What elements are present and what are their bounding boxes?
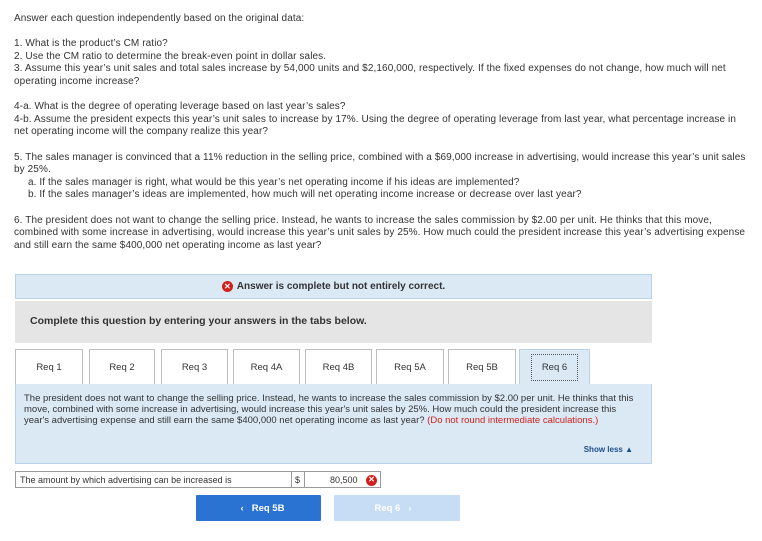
x-circle-icon: ✕ [366,475,377,486]
question-6: 6. The president does not want to change the selling price. Instead, he wants to increase the sales commission by $2.00 per unit. He thinks that this move, combined with some increase in advertising, would increase this year’s unit sales by 25%. How much could the president increase this year’s advertising expense and still earn the same $400,000 net operating income as last year? [14,214,746,251]
tab-label: Req 5B [466,361,498,373]
currency-cell [291,471,305,488]
panel-question-text: The president does not want to change the selling price. Instead, he wants to increase the sales commission by $2.00 per unit. He thinks that this move, combined with some increase in advertising, would increase this year's unit sales by 25%. How much could the president increase this year's advertising expense and still earn the same $400,000 net operating income as last year? [24,393,634,427]
input-value: 80,500 [330,475,358,485]
answer-label [15,471,292,488]
question-4b: 4-b. Assume the president expects this year’s unit sales to increase by 17%. Using the degree of operating leverage from last year, what percentage increase in net operating income will the company realize this year? [14,113,737,138]
question-5b: b. If the sales manager’s ideas are implemented, how much will net operating income increase or decrease over last year? [28,189,582,201]
rounding-note: (Do not round intermediate calculations.) [427,415,599,427]
tab-req-6[interactable] [519,349,590,385]
answer-label-text: The amount by which advertising can be increased is [20,475,232,485]
tab-label: Req 5A [394,361,426,373]
question-2: 2. Use the CM ratio to determine the break-even point in dollar sales. [14,50,327,62]
answer-status-text: Answer is complete but not entirely correct. [236,281,446,292]
tab-label: Req 4A [250,361,283,373]
instruction-text: Complete this question by entering your answers in the tabs below. [30,315,367,327]
next-req-button[interactable] [334,495,460,521]
advertising-increase-input[interactable] [304,471,381,488]
chevron-left-icon: ‹ [240,502,244,514]
chevron-right-icon: › [408,502,412,514]
tab-req-2[interactable] [89,349,155,385]
tab-label: Req 1 [36,361,62,373]
tab-req-1[interactable] [15,349,83,385]
tab-req-5a[interactable] [376,349,444,385]
tab-panel-req-6 [15,384,652,464]
tab-label: Req 3 [181,361,208,373]
prev-button-label: Req 5B [251,502,285,514]
next-button-label: Req 6 [374,502,401,514]
x-circle-icon: ✕ [222,281,233,292]
tab-req-4b[interactable] [305,349,372,385]
question-1: 1. What is the product’s CM ratio? [14,38,168,50]
question-5a: a. If the sales manager is right, what would be this year’s net operating income if his ideas are implemented? [28,176,520,188]
question-text [14,13,750,252]
tab-label: Req 4B [322,361,355,373]
question-4a: 4-a. What is the degree of operating leverage based on last year’s sales? [14,101,346,113]
show-less-link[interactable] [584,444,633,455]
tab-label: Req 6 [531,354,578,381]
req-tab-bar [15,349,652,385]
instruction-bar [15,301,652,343]
question-5: 5. The sales manager is convinced that a 11% reduction in the selling price, combined with a $69,000 increase in advertising, would increase this year’s unit sales by 25%. [14,151,746,176]
tab-req-3[interactable] [161,349,228,385]
currency-symbol: $ [295,475,301,485]
question-3: 3. Assume this year’s unit sales and total sales increase by 54,000 units and $2,160,000, respectively. If the fixed expenses do not change, how much will net operating income increase? [14,63,726,87]
answer-status-banner [15,274,652,299]
show-less-label: Show less [583,444,623,454]
tab-req-4a[interactable] [233,349,300,385]
tab-req-5b[interactable] [448,349,516,385]
prev-req-button[interactable] [196,495,321,521]
triangle-up-icon: ▲ [625,444,633,454]
intro-line: Answer each question independently based on the original data: [14,13,305,24]
tab-label: Req 2 [109,361,135,373]
